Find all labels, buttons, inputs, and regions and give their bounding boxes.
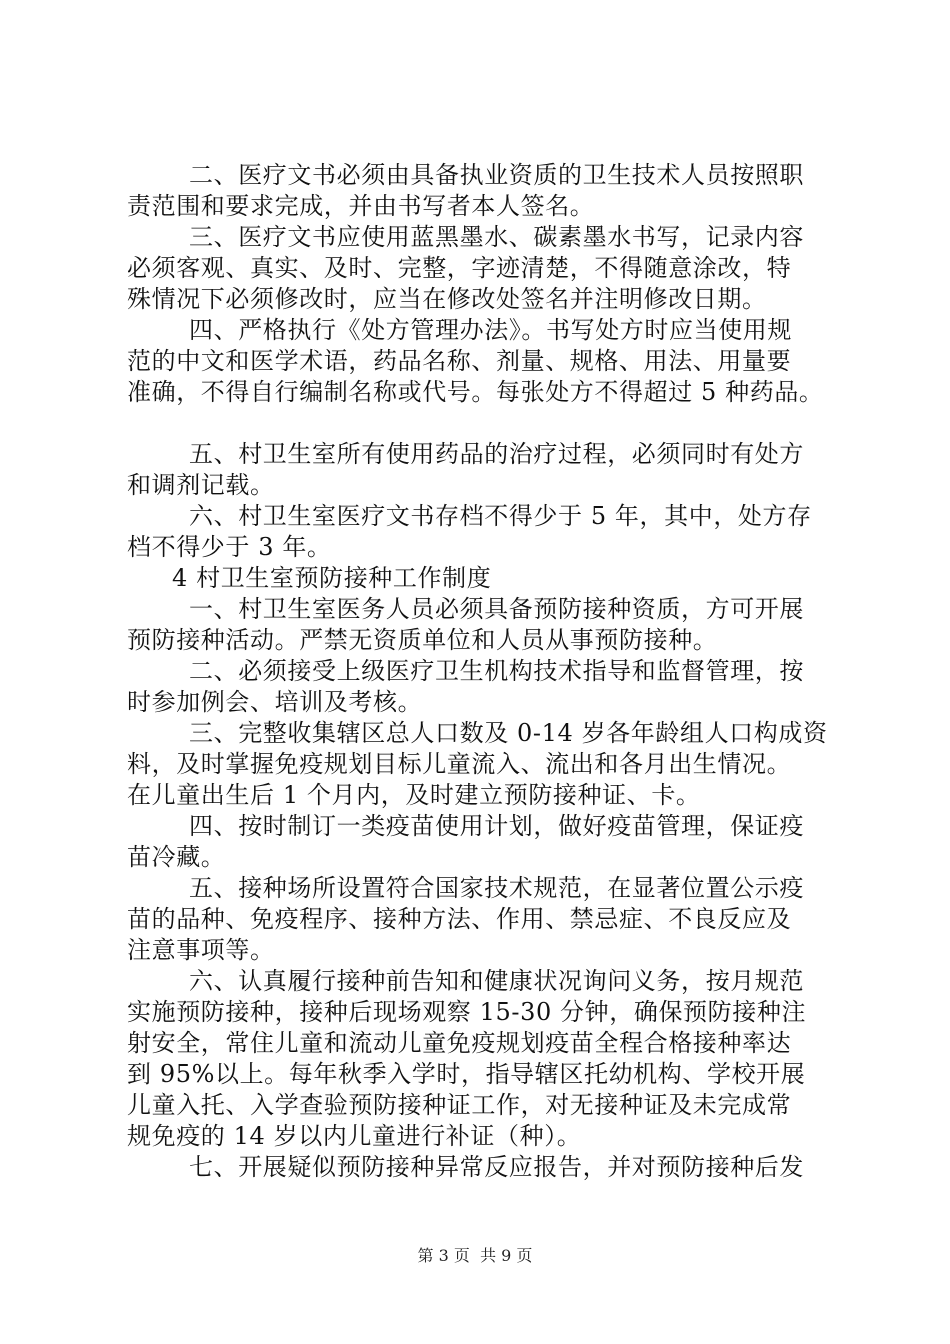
rule-1-line: 预防接种活动。严禁无资质单位和人员从事预防接种。 (127, 626, 718, 654)
page-number: 第 3 页 共 9 页 (417, 1246, 533, 1265)
rule-1-line: 一、村卫生室医务人员必须具备预防接种资质，方可开展 (189, 595, 804, 623)
rule-6-line: 规免疫的 14 岁以内儿童进行补证（种）。 (127, 1122, 582, 1150)
page-footer (0, 1246, 950, 1266)
rule-6-line: 射安全，常住儿童和流动儿童免疫规划疫苗全程合格接种率达 (127, 1029, 792, 1057)
paragraph-5-line: 和调剂记载。 (127, 471, 275, 499)
paragraph-6-line: 六、村卫生室医疗文书存档不得少于 5 年，其中，处方存 (189, 502, 812, 530)
rule-5-line: 五、接种场所设置符合国家技术规范，在显著位置公示疫 (189, 874, 804, 902)
rule-6-line: 儿童入托、入学查验预防接种证工作，对无接种证及未完成常 (127, 1091, 792, 1119)
paragraph-6-line: 档不得少于 3 年。 (127, 533, 332, 561)
section-heading: 4 村卫生室预防接种工作制度 (172, 564, 492, 592)
rule-4-line: 四、按时制订一类疫苗使用计划，做好疫苗管理，保证疫 (189, 812, 804, 840)
rule-6-line: 实施预防接种，接种后现场观察 15-30 分钟，确保预防接种注 (127, 998, 807, 1026)
paragraph-2-line: 责范围和要求完成，并由书写者本人签名。 (127, 192, 595, 220)
rule-3-line: 在儿童出生后 1 个月内，及时建立预防接种证、卡。 (127, 781, 701, 809)
rule-6-line: 到 95%以上。每年秋季入学时，指导辖区托幼机构、学校开展 (127, 1060, 806, 1088)
paragraph-4-line: 准确，不得自行编制名称或代号。每张处方不得超过 5 种药品。 (127, 378, 824, 406)
rule-5-line: 苗的品种、免疫程序、接种方法、作用、禁忌症、不良反应及 (127, 905, 792, 933)
rule-6-line: 六、认真履行接种前告知和健康状况询问义务，按月规范 (189, 967, 804, 995)
rule-3-line: 料，及时掌握免疫规划目标儿童流入、流出和各月出生情况。 (127, 750, 792, 778)
paragraph-3-line: 三、医疗文书应使用蓝黑墨水、碳素墨水书写，记录内容 (189, 223, 804, 251)
rule-2-line: 时参加例会、培训及考核。 (127, 688, 423, 716)
rule-5-line: 注意事项等。 (127, 936, 275, 964)
paragraph-gap (127, 408, 833, 439)
document-body (127, 160, 833, 1183)
paragraph-5-line: 五、村卫生室所有使用药品的治疗过程，必须同时有处方 (189, 440, 804, 468)
rule-2-line: 二、必须接受上级医疗卫生机构技术指导和监督管理，按 (189, 657, 804, 685)
rule-7-line: 七、开展疑似预防接种异常反应报告，并对预防接种后发 (189, 1153, 804, 1181)
paragraph-4-line: 范的中文和医学术语，药品名称、剂量、规格、用法、用量要 (127, 347, 792, 375)
paragraph-3-line: 殊情况下必须修改时，应当在修改处签名并注明修改日期。 (127, 285, 767, 313)
paragraph-3-line: 必须客观、真实、及时、完整，字迹清楚，不得随意涂改，特 (127, 254, 792, 282)
rule-3-line: 三、完整收集辖区总人口数及 0-14 岁各年龄组人口构成资 (189, 719, 828, 747)
rule-4-line: 苗冷藏。 (127, 843, 226, 871)
paragraph-4-line: 四、严格执行《处方管理办法》。书写处方时应当使用规 (189, 316, 792, 344)
paragraph-2-line: 二、医疗文书必须由具备执业资质的卫生技术人员按照职 (189, 161, 804, 189)
